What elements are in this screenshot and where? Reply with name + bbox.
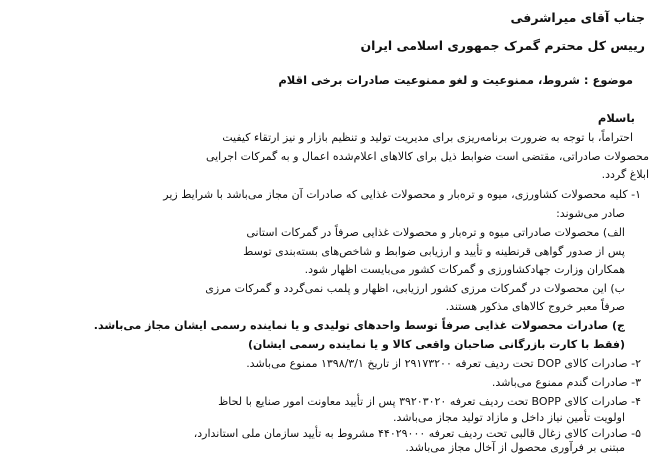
clause-line: ب) این محصولات در گمرکات مرزی کشور ارزیابی، اظهار و پلمب نمی‌گردد و گمرکات مرزی xyxy=(205,282,625,295)
addressee: جناب آقای میراشرفی xyxy=(510,10,645,25)
clause-line: پس از صدور گواهی قرنطینه و تأیید و ارزیابی ضوابط و شاخص‌های بسته‌بندی توسط xyxy=(243,245,625,258)
clause-line: ۵- صادرات کالای زغال قالبی تحت ردیف تعرفه ۴۴۰۲۹۰۰۰ مشروط به تأیید سازمان ملی استاندارد، xyxy=(193,427,641,440)
greeting: باسلام xyxy=(597,111,635,125)
clause-line: ۴- صادرات کالای BOPP تحت ردیف تعرفه ۳۹۲۰۳۰۲۰ پس از تأیید معاونت امور صنایع با لحاظ xyxy=(218,395,641,408)
intro-line: ابلاغ گردد. xyxy=(601,168,649,181)
clause-line: مبتنی بر فرآوری محصول از آخال مجاز می‌باشد. xyxy=(405,441,625,454)
addressee-position: رییس کل محترم گمرک جمهوری اسلامی ایران xyxy=(360,38,645,53)
intro-line: محصولات صادراتی، مقتضی است ضوابط ذیل برای کالاهای اعلام‌شده اعمال و به گمرکات اجرایی xyxy=(205,150,649,163)
clause-line: اولویت تأمین نیاز داخل و مازاد تولید مجاز می‌باشد. xyxy=(393,411,625,424)
clause-line: صرفاً معبر خروج کالاهای مذکور هستند. xyxy=(445,300,625,313)
clause-line: همکاران وزارت جهادکشاورزی و گمرکات کشور می‌بایست اظهار شود. xyxy=(304,263,625,276)
clause-line: ۲- صادرات کالای DOP تحت ردیف تعرفه ۲۹۱۷۳۲۰۰ از تاریخ ۱۳۹۸/۳/۱ ممنوع می‌باشد. xyxy=(246,357,641,370)
clause-line: ج) صادرات محصولات غذایی صرفاً توسط واحدهای تولیدی و یا نماینده رسمی ایشان مجاز می‌باشد. xyxy=(93,319,625,332)
subject-line: موضوع : شروط، ممنوعیت و لغو ممنوعیت صادرات برخی اقلام xyxy=(278,73,633,87)
clause-line: ۳- صادرات گندم ممنوع می‌باشد. xyxy=(491,376,641,389)
clause-line: (فقط با کارت بازرگانی صاحبان واقعی کالا و یا نماینده رسمی ایشان) xyxy=(248,338,625,351)
clause-line: الف) محصولات صادراتی میوه و تره‌بار و محصولات غذایی صرفاً در گمرکات استانی xyxy=(246,226,625,239)
clause-line: ۱- کلیه محصولات کشاورزی، میوه و تره‌بار و محصولات غذایی که صادرات آن مجاز می‌باشد با شرایط زیر xyxy=(163,188,641,201)
clause-line: صادر می‌شوند: xyxy=(556,207,625,220)
intro-line: احتراماً، با توجه به ضرورت برنامه‌ریزی برای مدیریت تولید و تنظیم بازار و نیز ارتقاء کیفیت xyxy=(222,131,633,144)
